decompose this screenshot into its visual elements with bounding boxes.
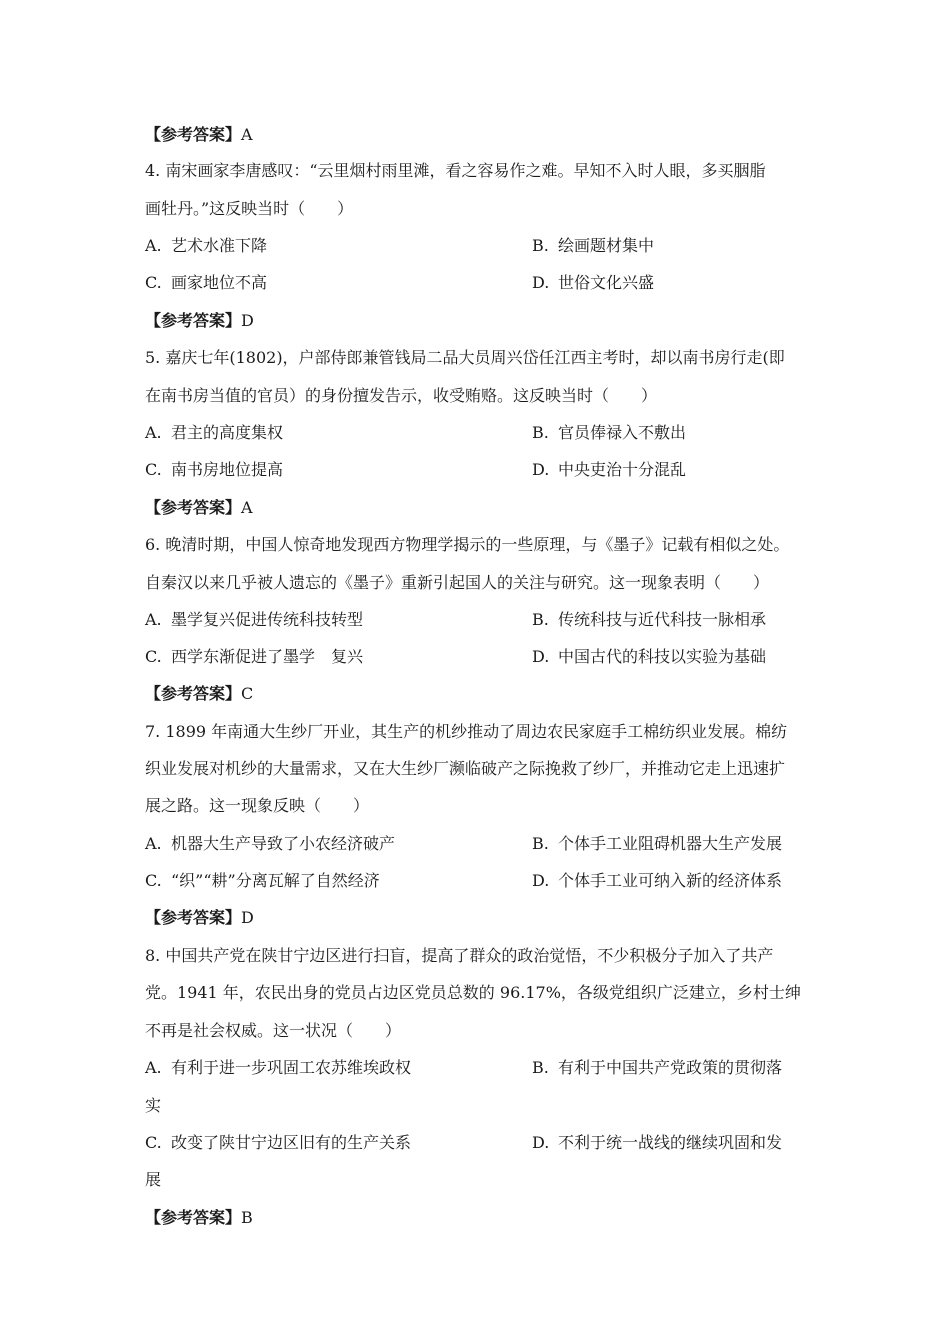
option-a: A. 机器大生产导致了小农经济破产 [145, 834, 396, 853]
question-stem: 6. 晚清时期，中国人惊奇地发现西方物理学揭示的一些原理，与《墨子》记载有相似之处。 [145, 535, 790, 554]
option-c: C. 西学东渐促进了墨学 复兴 [145, 647, 364, 666]
question-stem: 画牡丹。”这反映当时（ ） [145, 199, 354, 218]
question-stem: 织业发展对机纱的大量需求，又在大生纱厂濒临破产之际挽救了纱厂，并推动它走上迅速扩 [145, 759, 786, 778]
option-b-wrap: 实 [145, 1096, 162, 1115]
option-c: C. 画家地位不高 [145, 273, 268, 292]
question-stem: 不再是社会权威。这一状况（ ） [145, 1021, 402, 1040]
question-stem: 8. 中国共产党在陕甘宁边区进行扫盲，提高了群众的政治觉悟，不少积极分子加入了共产 [145, 946, 774, 965]
option-a: A. 有利于进一步巩固工农苏维埃政权 [145, 1058, 412, 1077]
answer-line: 【参考答案】D [145, 311, 254, 330]
option-b: B. 传统科技与近代科技一脉相承 [532, 610, 767, 629]
option-b: B. 官员俸禄入不敷出 [532, 423, 687, 442]
option-b: B. 个体手工业阻碍机器大生产发展 [532, 834, 783, 853]
answer-line: 【参考答案】A [145, 125, 253, 144]
question-stem: 4. 南宋画家李唐感叹：“云里烟村雨里滩，看之容易作之难。早知不入时人眼，多买胭脂 [145, 161, 766, 180]
answer-line: 【参考答案】A [145, 498, 253, 517]
question-stem: 自秦汉以来几乎被人遗忘的《墨子》重新引起国人的关注与研究。这一现象表明（ ） [145, 573, 770, 592]
option-d: D. 不利于统一战线的继续巩固和发 [532, 1133, 783, 1152]
option-c: C. 南书房地位提高 [145, 460, 284, 479]
option-d-wrap: 展 [145, 1170, 162, 1189]
option-d: D. 中国古代的科技以实验为基础 [532, 647, 767, 666]
question-stem: 在南书房当值的官员）的身份擅发告示，收受贿赂。这反映当时（ ） [145, 386, 658, 405]
option-d: D. 个体手工业可纳入新的经济体系 [532, 871, 783, 890]
option-d: D. 世俗文化兴盛 [532, 273, 655, 292]
answer-line: 【参考答案】B [145, 1208, 253, 1227]
question-stem: 展之路。这一现象反映（ ） [145, 796, 370, 815]
answer-line: 【参考答案】C [145, 684, 254, 703]
question-stem: 党。1941 年，农民出身的党员占边区党员总数的 96.17%，各级党组织广泛建立，乡村士绅 [145, 983, 801, 1002]
question-stem: 5. 嘉庆七年(1802)，户部侍郎兼管钱局二品大员周兴岱任江西主考时，却以南书房行走(即 [145, 348, 785, 367]
answer-line: 【参考答案】D [145, 908, 254, 927]
option-b: B. 绘画题材集中 [532, 236, 655, 255]
question-stem: 7. 1899 年南通大生纱厂开业，其生产的机纱推动了周边农民家庭手工棉纺织业发展。棉纺 [145, 722, 788, 741]
option-a: A. 墨学复兴促进传统科技转型 [145, 610, 364, 629]
option-b: B. 有利于中国共产党政策的贯彻落 [532, 1058, 783, 1077]
option-c: C. “织”“耕”分离瓦解了自然经济 [145, 871, 380, 890]
option-c: C. 改变了陕甘宁边区旧有的生产关系 [145, 1133, 412, 1152]
option-a: A. 艺术水准下降 [145, 236, 268, 255]
option-d: D. 中央吏治十分混乱 [532, 460, 687, 479]
option-a: A. 君主的高度集权 [145, 423, 284, 442]
